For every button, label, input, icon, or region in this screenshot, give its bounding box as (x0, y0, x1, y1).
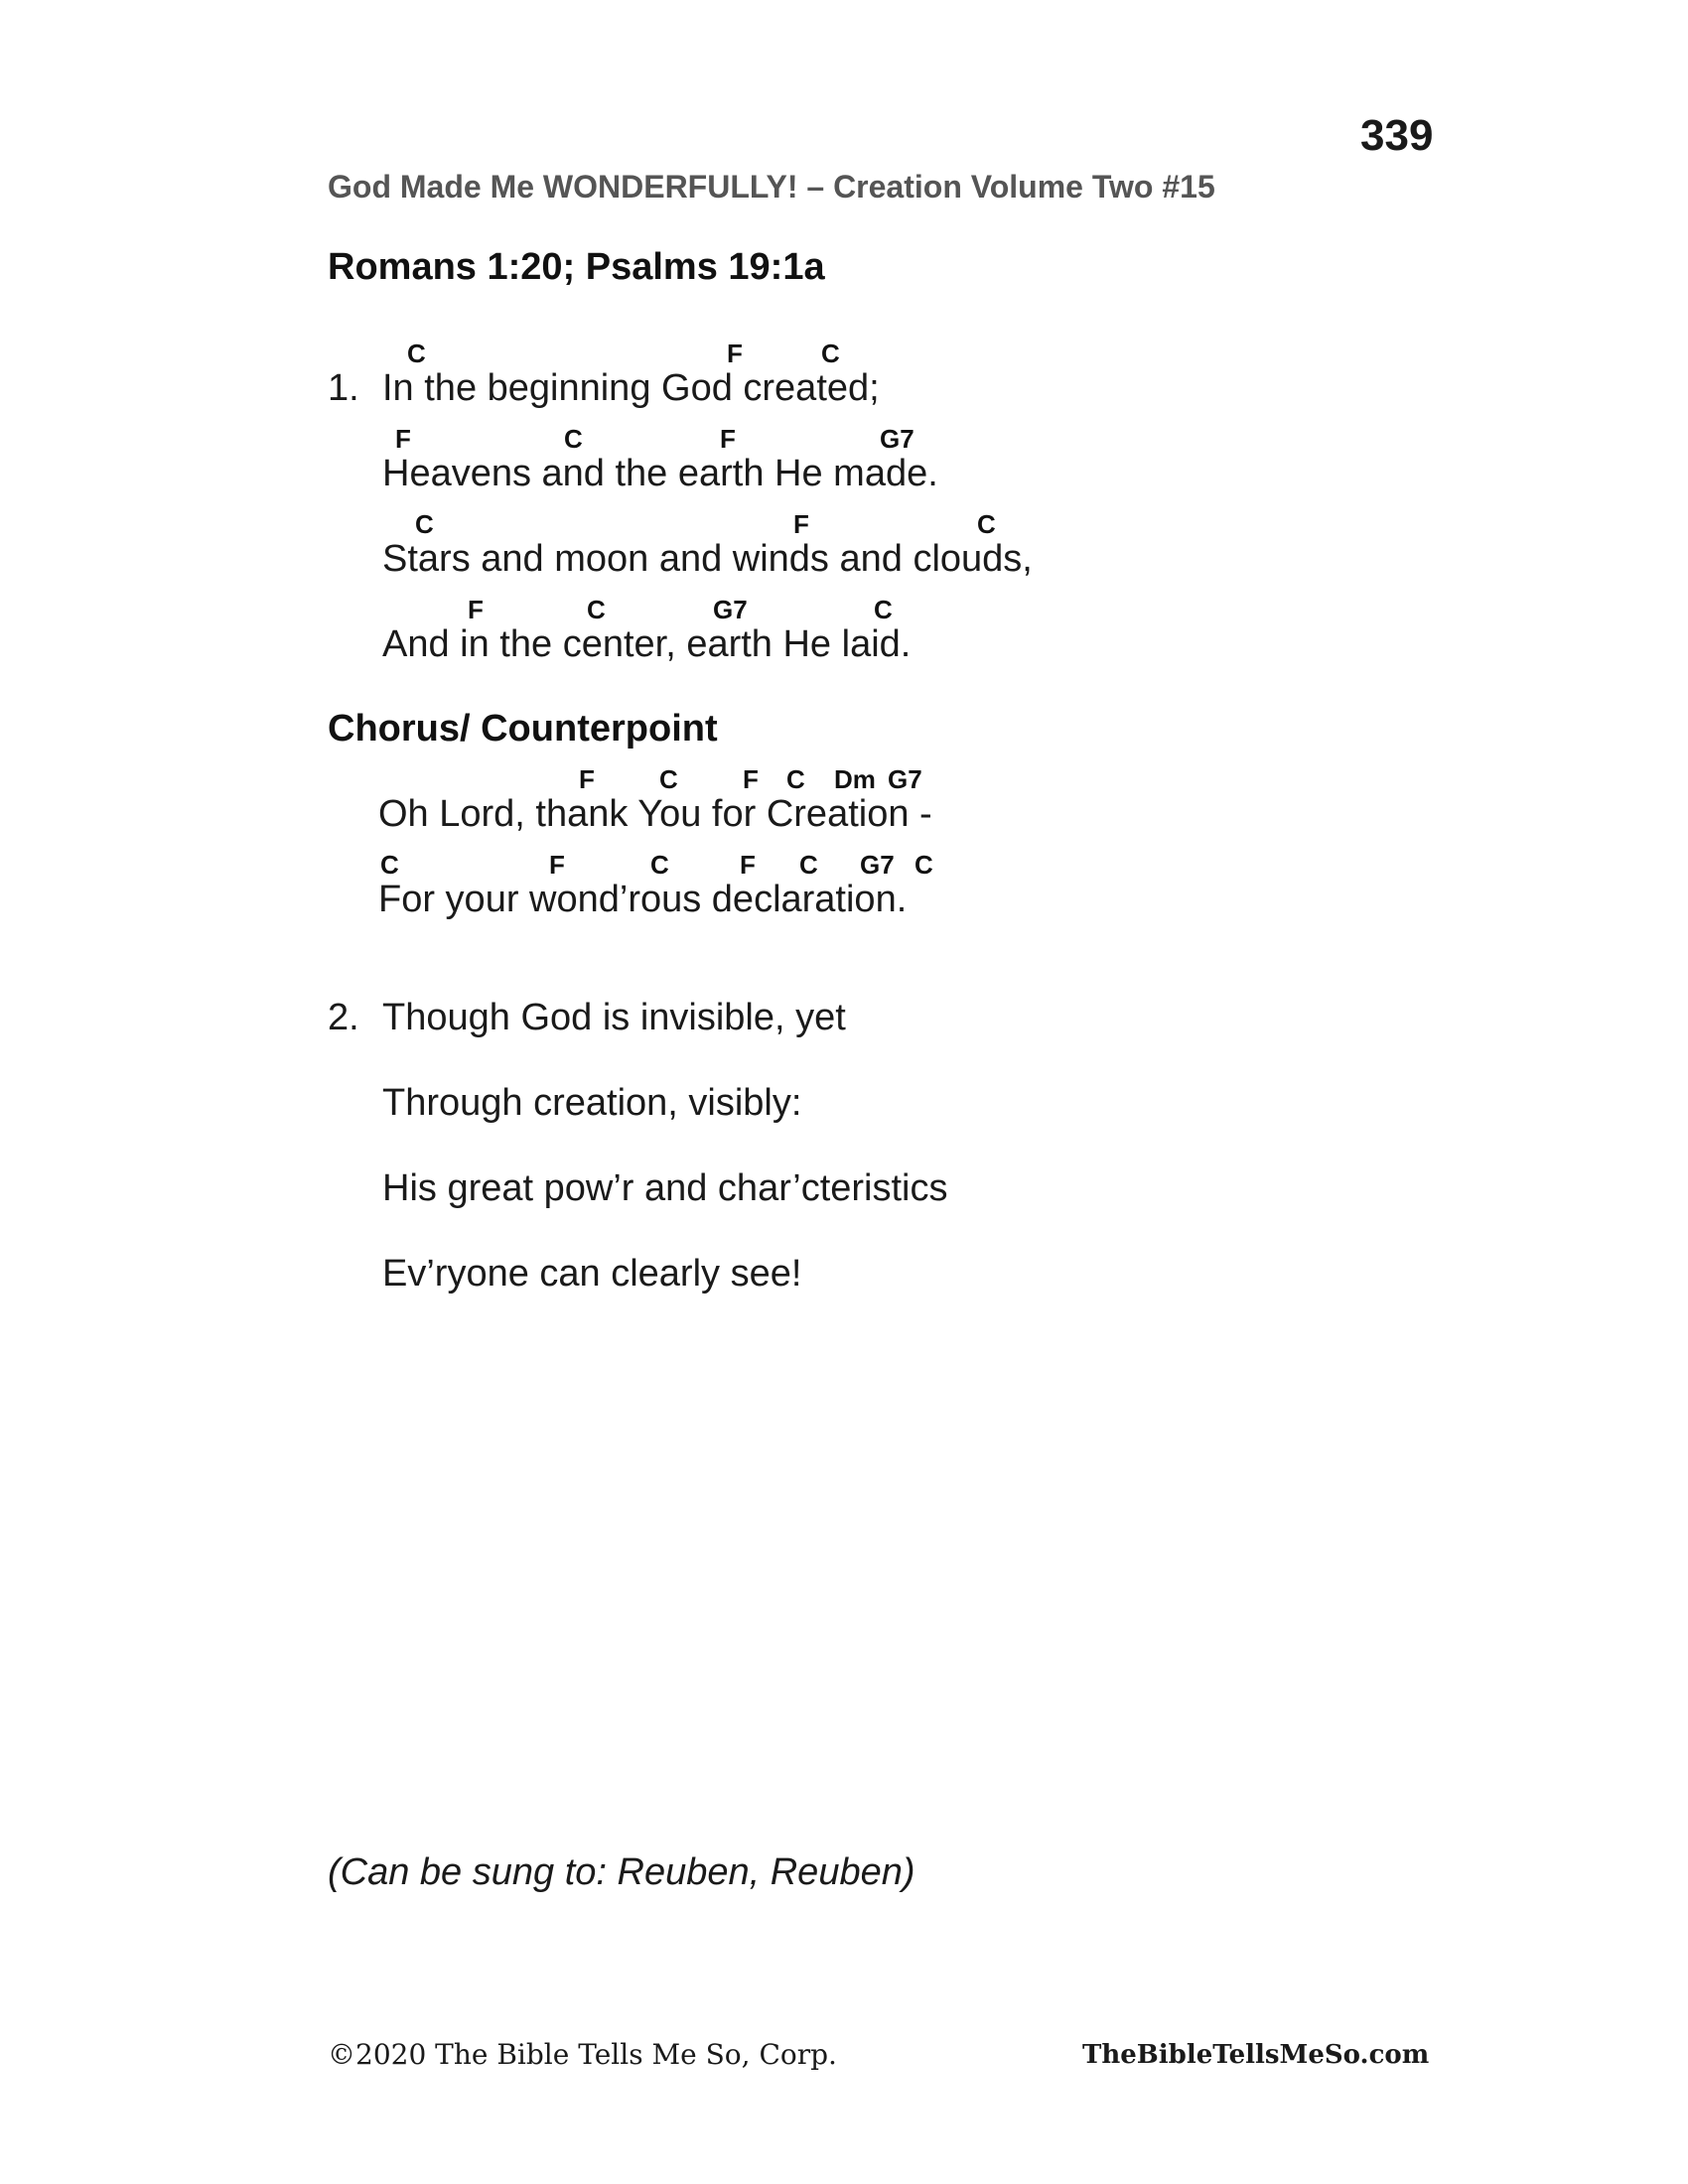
chord: C (587, 595, 606, 624)
verse-2-number: 2. (328, 997, 359, 1038)
chord: G7 (860, 850, 895, 880)
chord: F (720, 424, 736, 454)
lyric-line: And in the center, earth He laid. (382, 623, 912, 665)
chord: C (564, 424, 583, 454)
lyric-line: For your wond’rous declaration. (378, 879, 908, 920)
copyright-notice: ©2020 The Bible Tells Me So, Corp. (328, 2038, 837, 2071)
chorus-heading: Chorus/ Counterpoint (328, 708, 718, 750)
chord: C (786, 764, 805, 794)
chord: F (793, 509, 809, 539)
lyric-line: Ev’ryone can clearly see! (382, 1253, 802, 1295)
chord: C (821, 339, 840, 368)
scripture-reference: Romans 1:20; Psalms 19:1a (328, 246, 825, 288)
chord: F (395, 424, 411, 454)
chord: C (914, 850, 933, 880)
lyric-line: In the beginning God created; (382, 367, 880, 409)
song-subtitle: God Made Me WONDERFULLY! – Creation Volume Two #15 (328, 169, 1215, 205)
chord: G7 (888, 764, 922, 794)
chord: G7 (880, 424, 914, 454)
chord: G7 (713, 595, 748, 624)
chord: C (659, 764, 678, 794)
website-link[interactable]: TheBibleTellsMeSo.com (1082, 2040, 1430, 2070)
chord: F (579, 764, 595, 794)
chord: C (977, 509, 996, 539)
chord: C (380, 850, 399, 880)
chord: F (727, 339, 743, 368)
chord: F (743, 764, 759, 794)
tune-note: (Can be sung to: Reuben, Reuben) (328, 1851, 915, 1893)
verse-1-number: 1. (328, 367, 359, 409)
chord: C (799, 850, 818, 880)
page-number: 339 (1360, 111, 1434, 160)
chord: C (874, 595, 893, 624)
chord: C (650, 850, 669, 880)
lyric-line: His great pow’r and char’cteristics (382, 1167, 948, 1209)
chord: C (415, 509, 434, 539)
chord: F (549, 850, 565, 880)
lyric-line: Oh Lord, thank You for Creation - (378, 793, 932, 835)
chord: F (740, 850, 756, 880)
chord: Dm (834, 764, 876, 794)
lyric-line: Heavens and the earth He made. (382, 453, 938, 494)
lyric-line: Though God is invisible, yet (382, 997, 846, 1038)
chord: F (468, 595, 484, 624)
lyric-line: Stars and moon and winds and clouds, (382, 538, 1033, 580)
chord: C (407, 339, 426, 368)
lyric-line: Through creation, visibly: (382, 1082, 802, 1124)
